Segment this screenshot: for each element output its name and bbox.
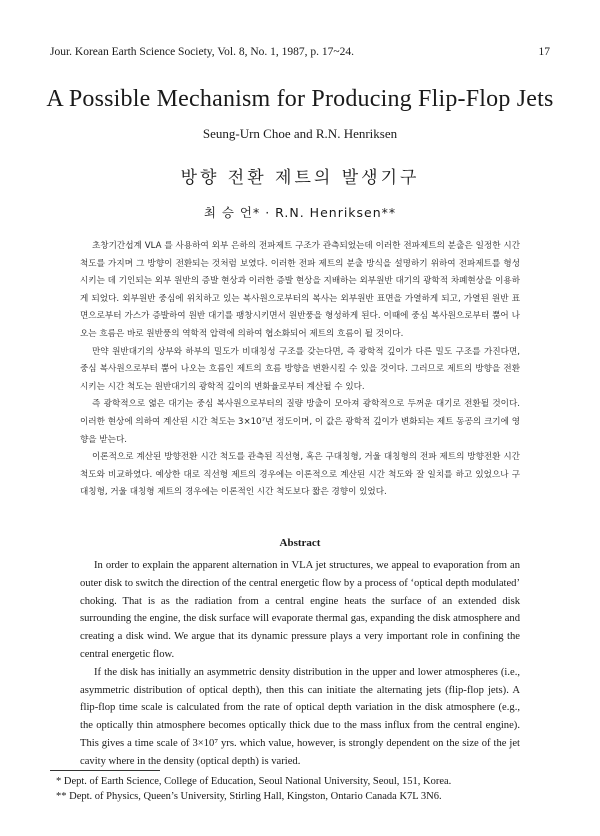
korean-abstract-paragraph: 이론적으로 계산된 방향전환 시간 척도를 관측된 직선형, 혹은 구대칭형, 거울 대칭형의 전파 제트의 방향전환 시간 척도와 비교하였다. 예상한 대로 직선형 제트의 경우에는 이론적으로 계산된 시간 척도와 잘 일치를 하고 있었으나 구대칭형, 거울 대칭형 제트의 경우에는 이론적인 시간 척도보다 짧은 경향이 있었다. [80, 452, 520, 498]
footnote-affiliation-2: ** Dept. of Physics, Queen’s University, Stirling Hall, Kingston, Ontario Canada K7L 3N6. [56, 791, 442, 802]
footnote-affiliation-1: * Dept. of Earth Science, College of Education, Seoul National University, Seoul, 151, Korea. [56, 776, 452, 787]
korean-abstract-paragraph: 즉 광학적으로 엷은 대기는 중심 복사원으로부터의 질량 방출이 모아져 광학적으로 두꺼운 대기로 전환될 것이다. 이러한 현상에 의하여 계산된 시간 척도는 3×10⁷년 정도이며, 이 값은 광학적 깊이가 변화되는 제트 동공의 크기에 영향을 받는다. [80, 399, 520, 445]
english-abstract [80, 557, 520, 771]
english-abstract-paragraph: If the disk has initially an asymmetric density distribution in the upper and lower atmospheres (i.e., asymmetric distribution of optical depth), then this can initiate the alternating jets (flip-flop jets). A flip-flop time scale is calculated from the rate of optical depth variation in the disk atmosphere (e.g., the optically thin atmosphere becomes optically thick due to the mass influx from the central engine). This gives a time scale of 3×10⁷ yrs. which value, however, is strongly dependent on the size of the jet cavity where in the density (optical depth) is varied. [80, 666, 520, 767]
abstract-heading: Abstract [279, 537, 321, 549]
korean-abstract-paragraph: 초창기간섭계 VLA 를 사용하여 외부 은하의 전파제트 구조가 관측되었는데 이러한 전파제트의 분출은 일정한 시간 척도를 가지며 그 방향이 전환되는 것처럼 보였다. 이러한 전파 제트의 분출 방식을 설명하기 위하여 전파제트를 형성시키는 데 기인되는 외부 원반의 증발 현상과 이러한 증발 현상을 지배하는 외부원반 대기의 광학적 차폐현상을 이용하게 되었다. 외부원반 중심에 위치하고 있는 복사원으로부터의 복사는 외부원반 표면을 가열하게 되고, 가열된 원반 표면으로부터 가스가 증발하여 원반 대기를 팽창시키면서 원반풍을 형성하게 된다. 이때에 중심 복사원으로부터 뿜어 나오는 흐름은 바로 원반풍의 역학적 압력에 의하여 협소화되어 제트의 흐름이 될 것이다. [80, 241, 520, 339]
korean-author-line: 최 승 언* · R.N. Henriksen** [203, 205, 397, 220]
journal-citation: Jour. Korean Earth Science Society, Vol. 8, No. 1, 1987, p. 17~24. [50, 46, 355, 58]
footnotes [56, 774, 556, 804]
running-header [50, 46, 550, 58]
footnote-divider [50, 770, 160, 771]
page-number: 17 [538, 46, 550, 58]
korean-abstract [80, 238, 520, 502]
author-line: Seung-Urn Choe and R.N. Henriksen [202, 126, 398, 141]
korean-abstract-paragraph: 만약 원반대기의 상부와 하부의 밀도가 비대칭성 구조를 갖는다면, 즉 광학적 깊이가 다른 밀도 구조를 가진다면, 중심 복사원으로부터 뿜어 나오는 흐름인 제트의 흐름 방향을 변환시킬 수 있을 것이다. 그러므로 제트의 방향을 전환시키는 시간 척도는 원반대기의 광학적 깊이의 변화율로부터 계산될 수 있다. [80, 346, 520, 392]
english-abstract-paragraph: In order to explain the apparent alternation in VLA jet structures, we appeal to evaporation from an outer disk to switch the direction of the central energetic flow by a process of ‘optical depth modulated’ choking. That is as the radiation from a central engine heats the surface of an extended disk surrounding the engine, the disk surface will evaporate thermal gas, expanding the disk atmosphere and creating a disk wind. We argue that its dynamic pressure plays a very important role in confining the central energetic flow. [80, 560, 520, 660]
korean-title: 방향 전환 제트의 발생기구 [180, 168, 420, 188]
paper-title: A Possible Mechanism for Producing Flip-Flop Jets [46, 86, 554, 112]
